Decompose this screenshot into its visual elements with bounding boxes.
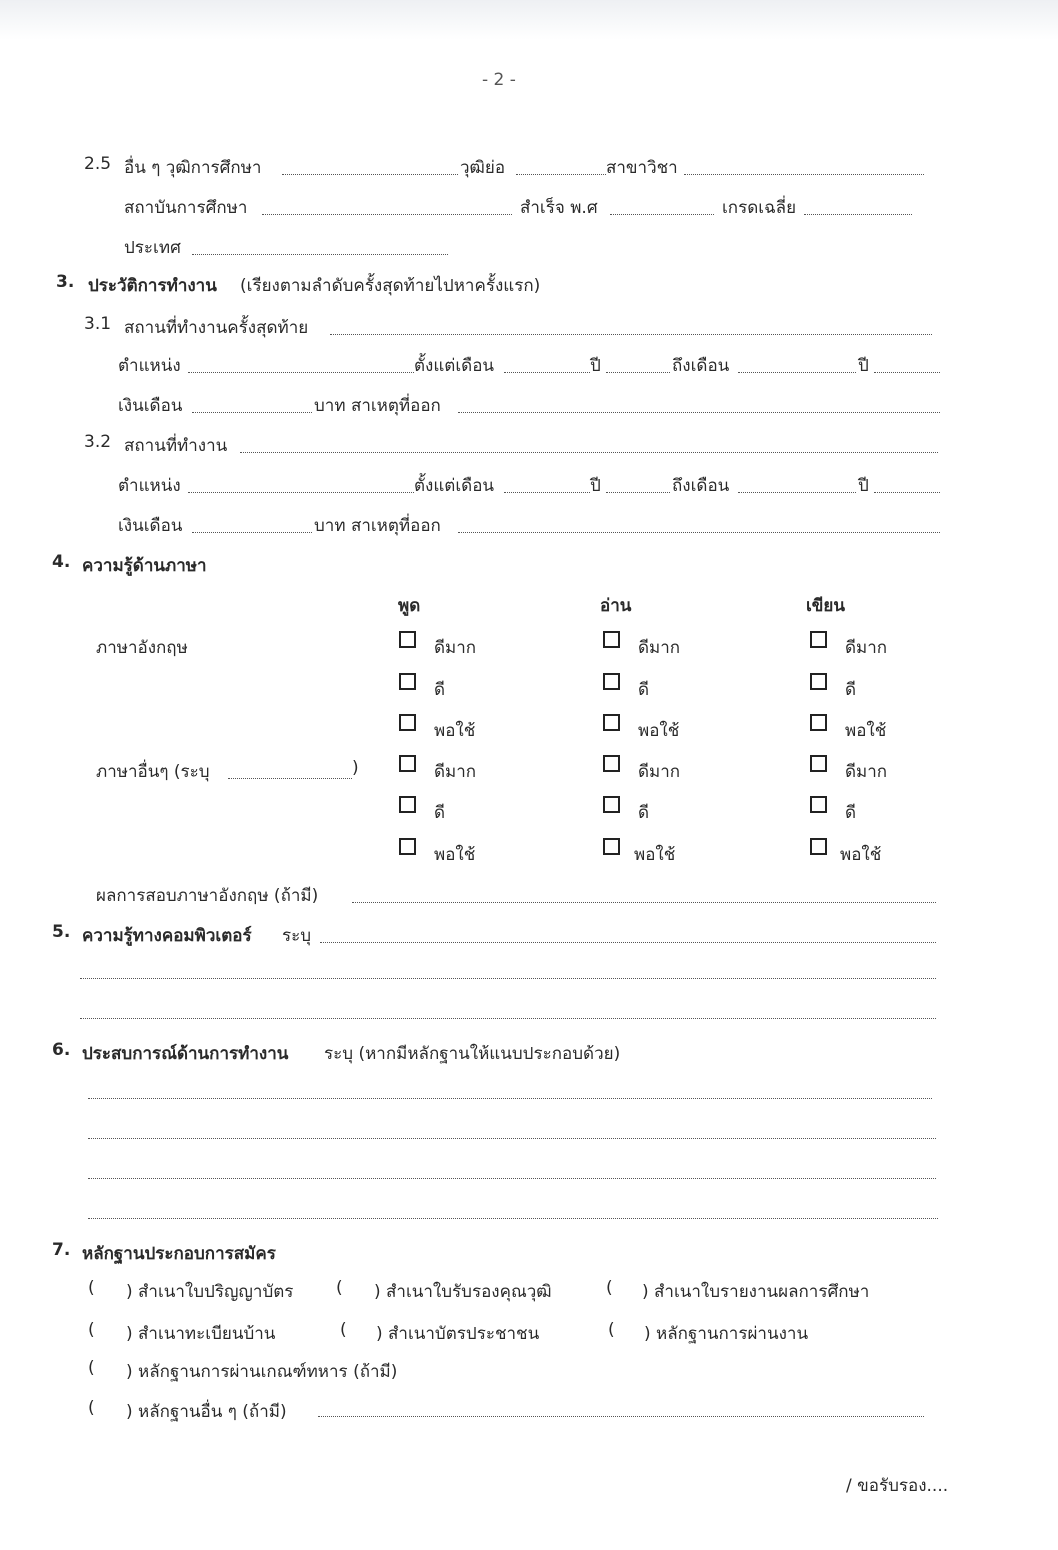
en-read-good-label: ดี <box>638 680 650 700</box>
graduated-year-field[interactable] <box>610 214 714 215</box>
job2-salary-field[interactable] <box>192 532 312 533</box>
country-field[interactable] <box>192 254 448 255</box>
job2-to-year-label: ปี <box>858 476 869 496</box>
s3-title: ประวัติการทำงาน <box>88 276 217 296</box>
job2-to-year-field[interactable] <box>874 492 940 493</box>
major-label: สาขาวิชา <box>606 158 678 178</box>
other-speak-fair-label: พอใช้ <box>434 845 476 865</box>
lang-other-label: ภาษาอื่นๆ (ระบุ <box>96 762 210 782</box>
doc-id-card-checkbox[interactable]: ( <box>340 1320 347 1340</box>
job1-position-field[interactable] <box>188 372 414 373</box>
doc-id-card-label: ) สำเนาบัตรประชาชน <box>376 1324 540 1344</box>
job1-from-year-field[interactable] <box>606 372 670 373</box>
lang-other-close: ) <box>352 758 359 778</box>
en-write-good-checkbox[interactable] <box>810 673 827 690</box>
computer-skills-field-1[interactable] <box>320 942 936 943</box>
other-read-excellent-label: ดีมาก <box>638 762 681 782</box>
other-write-excellent-checkbox[interactable] <box>810 755 827 772</box>
job1-reason-field[interactable] <box>458 412 940 413</box>
s7-number: 7. <box>52 1240 71 1260</box>
page-number: - 2 - <box>482 70 516 90</box>
s2-5-number: 2.5 <box>84 154 112 174</box>
other-speak-excellent-checkbox[interactable] <box>399 755 416 772</box>
job2-reason-field[interactable] <box>458 532 940 533</box>
country-label: ประเทศ <box>124 238 181 258</box>
job1-salary-field[interactable] <box>192 412 312 413</box>
other-read-good-label: ดี <box>638 803 650 823</box>
lang-english-label: ภาษาอังกฤษ <box>96 638 188 658</box>
other-write-good-checkbox[interactable] <box>810 796 827 813</box>
doc-transcript-label: ) สำเนาใบรายงานผลการศึกษา <box>642 1282 870 1302</box>
job1-position-label: ตำแหน่ง <box>118 356 181 376</box>
s4-number: 4. <box>52 552 71 572</box>
degree-abbr-label: วุฒิย่อ <box>460 158 506 178</box>
computer-skills-field-3[interactable] <box>80 1018 936 1019</box>
en-read-excellent-checkbox[interactable] <box>603 631 620 648</box>
gpa-field[interactable] <box>804 214 912 215</box>
scan-shadow <box>0 0 1058 40</box>
institution-label: สถาบันการศึกษา <box>124 198 248 218</box>
doc-transcript-checkbox[interactable]: ( <box>606 1278 613 1298</box>
doc-certificate-checkbox[interactable]: ( <box>336 1278 343 1298</box>
doc-degree-checkbox[interactable]: ( <box>88 1278 95 1298</box>
en-write-good-label: ดี <box>845 680 857 700</box>
job2-label: สถานที่ทำงาน <box>124 436 228 456</box>
doc-degree-label: ) สำเนาใบปริญญาบัตร <box>126 1282 294 1302</box>
major-field[interactable] <box>684 174 924 175</box>
en-speak-good-label: ดี <box>434 680 446 700</box>
job1-from-year-label: ปี <box>590 356 601 376</box>
job2-position-field[interactable] <box>188 492 414 493</box>
job1-salary-label: เงินเดือน <box>118 396 183 416</box>
other-speak-good-checkbox[interactable] <box>399 796 416 813</box>
doc-house-reg-label: ) สำเนาทะเบียนบ้าน <box>126 1324 276 1344</box>
job2-to-month-field[interactable] <box>738 492 856 493</box>
s6-number: 6. <box>52 1040 71 1060</box>
job2-reason-label: บาท สาเหตุที่ออก <box>314 516 441 536</box>
en-read-excellent-label: ดีมาก <box>638 638 681 658</box>
job1-label: สถานที่ทำงานครั้งสุดท้าย <box>124 318 309 338</box>
english-test-label: ผลการสอบภาษาอังกฤษ (ถ้ามี) <box>96 886 319 906</box>
experience-field-1[interactable] <box>88 1098 932 1099</box>
job1-to-year-field[interactable] <box>874 372 940 373</box>
col-read-header: อ่าน <box>600 596 632 616</box>
s2-5-other-degree-label: อื่น ๆ วุฒิการศึกษา <box>124 158 262 178</box>
experience-field-4[interactable] <box>88 1218 938 1219</box>
s7-title: หลักฐานประกอบการสมัคร <box>82 1244 276 1264</box>
en-write-excellent-checkbox[interactable] <box>810 631 827 648</box>
s3-note: (เรียงตามลำดับครั้งสุดท้ายไปหาครั้งแรก) <box>240 276 541 296</box>
s3-number: 3. <box>56 272 75 292</box>
s6-title: ประสบการณ์ด้านการทำงาน <box>82 1044 289 1064</box>
en-speak-excellent-checkbox[interactable] <box>399 631 416 648</box>
job1-number: 3.1 <box>84 314 112 334</box>
job1-workplace-field[interactable] <box>330 334 932 335</box>
job2-from-year-field[interactable] <box>606 492 670 493</box>
en-read-fair-label: พอใช้ <box>638 721 680 741</box>
other-speak-fair-checkbox[interactable] <box>399 838 416 855</box>
computer-skills-field-2[interactable] <box>80 978 936 979</box>
job2-to-month-label: ถึงเดือน <box>672 476 730 496</box>
job1-from-month-label: ตั้งแต่เดือน <box>414 356 495 376</box>
job2-from-month-field[interactable] <box>504 492 590 493</box>
en-speak-fair-label: พอใช้ <box>434 721 476 741</box>
doc-military-label: ) หลักฐานการผ่านเกณฑ์ทหาร (ถ้ามี) <box>126 1362 398 1382</box>
other-read-good-checkbox[interactable] <box>603 796 620 813</box>
other-write-good-label: ดี <box>845 803 857 823</box>
job1-to-month-field[interactable] <box>738 372 856 373</box>
en-write-fair-label: พอใช้ <box>845 721 887 741</box>
job2-workplace-field[interactable] <box>240 452 938 453</box>
doc-house-reg-checkbox[interactable]: ( <box>88 1320 95 1340</box>
doc-other-field[interactable] <box>318 1416 924 1417</box>
gpa-label: เกรดเฉลี่ย <box>722 198 797 218</box>
col-write-header: เขียน <box>806 596 846 616</box>
other-read-excellent-checkbox[interactable] <box>603 755 620 772</box>
experience-field-2[interactable] <box>88 1138 936 1139</box>
job1-to-year-label: ปี <box>858 356 869 376</box>
doc-other-checkbox[interactable]: ( <box>88 1398 95 1418</box>
s5-number: 5. <box>52 922 71 942</box>
s5-specify: ระบุ <box>282 926 312 946</box>
en-write-fair-checkbox[interactable] <box>810 714 827 731</box>
degree-field[interactable] <box>282 174 458 175</box>
lang-other-field[interactable] <box>228 778 352 779</box>
job2-from-year-label: ปี <box>590 476 601 496</box>
en-speak-excellent-label: ดีมาก <box>434 638 477 658</box>
s6-specify: ระบุ (หากมีหลักฐานให้แนบประกอบด้วย) <box>324 1044 621 1064</box>
job1-reason-label: บาท สาเหตุที่ออก <box>314 396 441 416</box>
doc-work-cert-label: ) หลักฐานการผ่านงาน <box>644 1324 809 1344</box>
doc-military-checkbox[interactable]: ( <box>88 1358 95 1378</box>
job1-to-month-label: ถึงเดือน <box>672 356 730 376</box>
job2-number: 3.2 <box>84 432 112 452</box>
s4-title: ความรู้ด้านภาษา <box>82 556 207 576</box>
s5-title: ความรู้ทางคอมพิวเตอร์ <box>82 926 252 946</box>
institution-field[interactable] <box>262 214 512 215</box>
en-write-excellent-label: ดีมาก <box>845 638 888 658</box>
en-read-good-checkbox[interactable] <box>603 673 620 690</box>
en-speak-fair-checkbox[interactable] <box>399 714 416 731</box>
en-speak-good-checkbox[interactable] <box>399 673 416 690</box>
en-read-fair-checkbox[interactable] <box>603 714 620 731</box>
other-speak-excellent-label: ดีมาก <box>434 762 477 782</box>
other-read-fair-checkbox[interactable] <box>603 838 620 855</box>
graduated-year-label: สำเร็จ พ.ศ <box>520 198 598 218</box>
job1-from-month-field[interactable] <box>504 372 590 373</box>
job2-salary-label: เงินเดือน <box>118 516 183 536</box>
experience-field-3[interactable] <box>88 1178 936 1179</box>
job2-position-label: ตำแหน่ง <box>118 476 181 496</box>
other-speak-good-label: ดี <box>434 803 446 823</box>
other-write-fair-label: พอใช้ <box>840 845 882 865</box>
col-speak-header: พูด <box>398 596 421 616</box>
other-write-excellent-label: ดีมาก <box>845 762 888 782</box>
job2-from-month-label: ตั้งแต่เดือน <box>414 476 495 496</box>
doc-certificate-label: ) สำเนาใบรับรองคุณวุฒิ <box>374 1282 552 1302</box>
doc-work-cert-checkbox[interactable]: ( <box>608 1320 615 1340</box>
english-test-field[interactable] <box>352 902 936 903</box>
other-write-fair-checkbox[interactable] <box>810 838 827 855</box>
doc-other-label: ) หลักฐานอื่น ๆ (ถ้ามี) <box>126 1402 287 1422</box>
other-read-fair-label: พอใช้ <box>634 845 676 865</box>
continuation-note: / ขอรับรอง.... <box>846 1476 949 1496</box>
degree-abbr-field[interactable] <box>516 174 606 175</box>
